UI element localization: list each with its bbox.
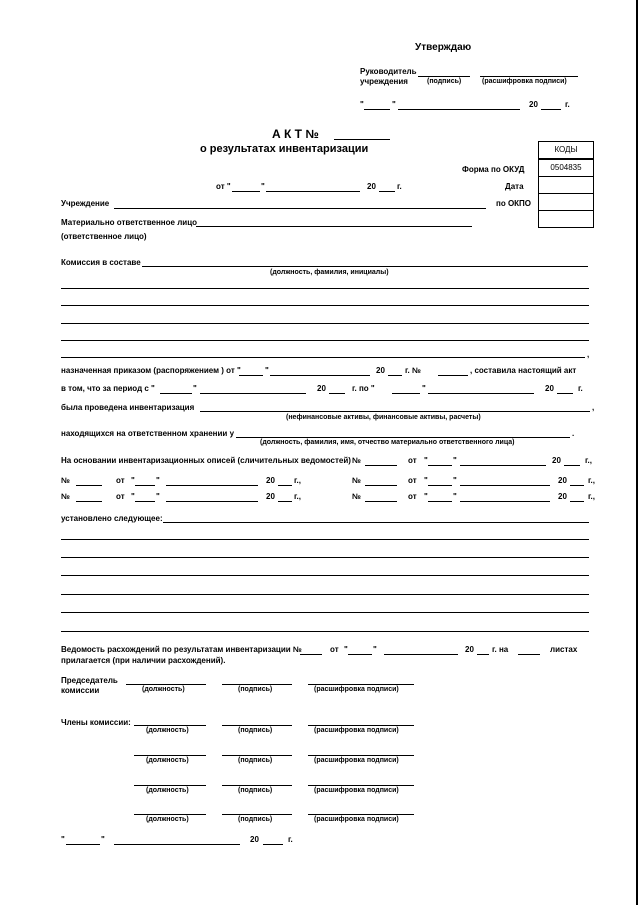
act-month-line[interactable]	[266, 191, 360, 192]
basis-year-label-1: 20	[552, 456, 561, 465]
basis-year-label-5: 20	[558, 492, 567, 501]
basis-number-line-3[interactable]	[76, 501, 102, 502]
mol-line[interactable]	[196, 226, 472, 227]
commission-line-6[interactable]	[61, 357, 585, 358]
discrepancy-year-label: 20	[465, 645, 474, 654]
order-day-line[interactable]	[239, 375, 263, 376]
period-month-line-1[interactable]	[200, 393, 306, 394]
member2-signature-caption: (подпись)	[238, 757, 273, 764]
member3-position-line[interactable]	[134, 785, 206, 786]
final-year-label: 20	[250, 835, 259, 844]
chair-label-2: комиссии	[61, 686, 100, 695]
order-g-no: г. №	[405, 366, 421, 375]
final-g-label: г.	[288, 835, 293, 844]
period-g-po: г. по "	[352, 384, 375, 393]
basis-month-line-4[interactable]	[460, 485, 550, 486]
conducted-caption: (нефинансовые активы, финансовые активы, расчеты)	[286, 414, 481, 421]
head-label-2: учреждения	[360, 77, 408, 86]
final-year-line[interactable]	[263, 844, 283, 845]
codes-divider	[538, 158, 594, 160]
commission-caption: (должность, фамилия, инициалы)	[270, 269, 389, 276]
head-label-1: Руководитель	[360, 67, 417, 76]
institution-line[interactable]	[114, 208, 486, 209]
approval-month-line[interactable]	[398, 109, 520, 110]
commission-line-2[interactable]	[61, 288, 589, 289]
basis-ot-2: от	[116, 476, 125, 485]
approval-quote-open: "	[360, 100, 364, 109]
order-quote: "	[265, 366, 269, 375]
okpo-label: по ОКПО	[496, 199, 532, 208]
basis-day-line-5[interactable]	[428, 501, 452, 502]
basis-day-line-2[interactable]	[135, 485, 155, 486]
period-month-line-2[interactable]	[428, 393, 534, 394]
basis-no-5: №	[352, 492, 361, 501]
established-label: установлено следующее:	[61, 514, 163, 523]
established-line[interactable]	[163, 522, 589, 523]
basis-no-2: №	[61, 476, 70, 485]
established-line-5[interactable]	[61, 594, 589, 595]
codes-row-3	[538, 210, 594, 211]
basis-g-label-3: г.,	[294, 492, 301, 501]
head-decode-caption: (расшифровка подписи)	[482, 78, 567, 85]
approval-g-label: г.	[565, 100, 570, 109]
member4-signature-line[interactable]	[222, 814, 292, 815]
basis-day-line-3[interactable]	[135, 501, 155, 502]
institution-label: Учреждение	[61, 199, 110, 208]
commission-line-3[interactable]	[61, 305, 589, 306]
approval-year-line[interactable]	[541, 109, 561, 110]
discrepancy-label-2: прилагается (при наличии расхождений).	[61, 656, 226, 665]
members-label: Члены комиссии:	[61, 718, 131, 727]
final-month-line[interactable]	[114, 844, 240, 845]
period-day-line-1[interactable]	[160, 393, 192, 394]
act-g-label: г.	[397, 182, 402, 191]
order-number-line[interactable]	[438, 375, 468, 376]
commission-line[interactable]	[142, 266, 588, 267]
chair-decode-line[interactable]	[308, 684, 414, 685]
discrepancy-label: Ведомость расхождений по результатам инвентаризации №	[61, 645, 302, 654]
inventory-act-form: Утверждаю Руководитель учреждения (подпись) (расшифровка подписи) " " 20 г. А К Т № о результатах инвентаризации КОДЫ 0504835 Форма по ОКУД Дата по ОКПО от " " 20 г. Учреждение Материально ответственное лицо (ответственное лицо) Комиссия в составе (должность, фамилия, инициалы) , назначенная приказом (распоряжением ) от " " 20 г. № , составила настоящий акт в том, что за период с " " 20 г. по " " 20 г. была проведена инвентаризация , (нефинансовые активы, финансовые активы, расчеты) находящихся на ответственном хранении у . (должность, фамилия, имя, отчество материально ответственного лица) На основании инвентаризационных описей (сличительных ведомостей) № от " " 20 г., № от " " 20 г., № от " " 20 г., № от " " 20 г., № от " " 20 г., установлено следующее: Ведомость расхождений по результатам инвентаризации № от " " 20 г. на листах прилагается (при наличии расхождений). Председатель комиссии (должность) (подпись) (расшифровка подписи) Члены комиссии: (должность) (подпись) (расшифровка подписи) (должность) (подпись) (расшифровка подписи) (должность) (подпись) (расшифровка подписи) (должность) (подпись) (расшифровка подписи) " " 20 г.	[0, 0, 640, 905]
chair-position-caption: (должность)	[142, 686, 185, 693]
custody-caption: (должность, фамилия, имя, отчество материально ответственного лица)	[260, 439, 515, 446]
act-day-line[interactable]	[232, 191, 260, 192]
basis-number-line-4[interactable]	[365, 485, 397, 486]
member1-decode-caption: (расшифровка подписи)	[314, 727, 399, 734]
basis-ot-1: от	[408, 456, 417, 465]
discrepancy-month-line[interactable]	[384, 654, 458, 655]
period-year-line-1[interactable]	[329, 393, 345, 394]
member1-position-line[interactable]	[134, 725, 206, 726]
discrepancy-g-na: г. на	[492, 645, 509, 654]
period-day-line-2[interactable]	[392, 393, 420, 394]
basis-no-3: №	[61, 492, 70, 501]
period-g-label: г.	[578, 384, 583, 393]
head-signature-line[interactable]	[418, 76, 470, 77]
basis-no-1: №	[352, 456, 361, 465]
basis-month-line-1[interactable]	[460, 465, 546, 466]
discrepancy-day-line[interactable]	[348, 654, 372, 655]
basis-no-4: №	[352, 476, 361, 485]
member1-position-caption: (должность)	[146, 727, 189, 734]
order-year-line[interactable]	[388, 375, 402, 376]
member2-decode-caption: (расшифровка подписи)	[314, 757, 399, 764]
member2-position-caption: (должность)	[146, 757, 189, 764]
basis-year-label-2: 20	[266, 476, 275, 485]
mol-label: Материально ответственное лицо	[61, 218, 198, 227]
member2-decode-line[interactable]	[308, 755, 414, 756]
act-year-line[interactable]	[379, 191, 395, 192]
member1-signature-line[interactable]	[222, 725, 292, 726]
mol-label-2: (ответственное лицо)	[61, 232, 147, 241]
member1-decode-line[interactable]	[308, 725, 414, 726]
codes-row-1	[538, 176, 594, 177]
basis-number-line-1[interactable]	[365, 465, 397, 466]
established-line-6[interactable]	[61, 612, 589, 613]
basis-number-line-5[interactable]	[365, 501, 397, 502]
custody-label: находящихся на ответственном хранении у	[61, 429, 235, 438]
chair-position-line[interactable]	[126, 684, 206, 685]
basis-g-label-4: г.,	[588, 476, 595, 485]
period-label: в том, что за период с "	[61, 384, 155, 393]
chair-label-1: Председатель	[61, 676, 118, 685]
basis-g-label-1: г.,	[585, 456, 592, 465]
basis-day-line-4[interactable]	[428, 485, 452, 486]
chair-signature-caption: (подпись)	[238, 686, 273, 693]
member2-signature-line[interactable]	[222, 755, 292, 756]
member4-signature-caption: (подпись)	[238, 816, 273, 823]
period-year-line-2[interactable]	[557, 393, 573, 394]
period-quote-2: "	[422, 384, 426, 393]
period-year-label-1: 20	[317, 384, 326, 393]
basis-year-label-3: 20	[266, 492, 275, 501]
discrepancy-number-line[interactable]	[300, 654, 322, 655]
basis-year-line-2[interactable]	[278, 485, 292, 486]
approval-year-label: 20	[529, 100, 538, 109]
final-day-line[interactable]	[66, 844, 100, 845]
discrepancy-sheets: листах	[550, 645, 578, 654]
order-suffix: , составила настоящий акт	[470, 366, 577, 375]
approval-day-line[interactable]	[364, 109, 390, 110]
codes-title: КОДЫ	[554, 145, 578, 154]
codes-row-2	[538, 193, 594, 194]
basis-ot-3: от	[116, 492, 125, 501]
established-line-7[interactable]	[61, 631, 589, 632]
act-date-quote: "	[261, 182, 265, 191]
okud-label: Форма по ОКУД	[462, 165, 525, 174]
established-line-4[interactable]	[61, 575, 589, 576]
date-label: Дата	[505, 182, 524, 191]
act-number-line[interactable]	[334, 139, 390, 140]
member3-position-caption: (должность)	[146, 787, 189, 794]
basis-number-line-2[interactable]	[76, 485, 102, 486]
chair-signature-line[interactable]	[222, 684, 292, 685]
basis-year-line-5[interactable]	[570, 501, 584, 502]
member2-position-line[interactable]	[134, 755, 206, 756]
period-quote-1: "	[193, 384, 197, 393]
basis-month-line-2[interactable]	[166, 485, 258, 486]
order-label: назначенная приказом (распоряжением ) от "	[61, 366, 241, 375]
conducted-line[interactable]	[200, 411, 590, 412]
basis-label: На основании инвентаризационных описей (сличительных ведомостей)	[61, 456, 351, 465]
discrepancy-year-line[interactable]	[477, 654, 489, 655]
basis-year-line-3[interactable]	[278, 501, 292, 502]
head-sig-caption: (подпись)	[427, 78, 462, 85]
basis-month-line-5[interactable]	[460, 501, 550, 502]
okud-code: 0504835	[550, 163, 582, 172]
basis-g-label-2: г.,	[294, 476, 301, 485]
act-year-label: 20	[367, 182, 376, 191]
established-line-3[interactable]	[61, 557, 589, 558]
discrepancy-ot: от	[330, 645, 339, 654]
head-decode-line[interactable]	[480, 76, 578, 77]
basis-month-line-3[interactable]	[166, 501, 258, 502]
basis-day-line-1[interactable]	[428, 465, 452, 466]
basis-year-label-4: 20	[558, 476, 567, 485]
chair-decode-caption: (расшифровка подписи)	[314, 686, 399, 693]
basis-year-line-1[interactable]	[564, 465, 580, 466]
commission-line-5[interactable]	[61, 340, 589, 341]
member4-decode-line[interactable]	[308, 814, 414, 815]
member3-signature-line[interactable]	[222, 785, 292, 786]
act-date-from: от "	[216, 182, 231, 191]
member3-signature-caption: (подпись)	[238, 787, 273, 794]
member3-decode-caption: (расшифровка подписи)	[314, 787, 399, 794]
act-title: А К Т №	[272, 127, 319, 141]
act-subtitle: о результатах инвентаризации	[200, 143, 369, 155]
basis-ot-5: от	[408, 492, 417, 501]
conducted-label: была проведена инвентаризация	[61, 403, 195, 412]
basis-year-line-4[interactable]	[570, 485, 584, 486]
order-year-label: 20	[376, 366, 385, 375]
period-year-label-2: 20	[545, 384, 554, 393]
member3-decode-line[interactable]	[308, 785, 414, 786]
custody-line[interactable]	[236, 437, 570, 438]
basis-ot-4: от	[408, 476, 417, 485]
member4-position-caption: (должность)	[146, 816, 189, 823]
member4-position-line[interactable]	[134, 814, 206, 815]
commission-line-4[interactable]	[61, 323, 589, 324]
page-edge	[636, 0, 638, 905]
member1-signature-caption: (подпись)	[238, 727, 273, 734]
approval-title: Утверждаю	[415, 42, 472, 53]
approval-quote-close: "	[392, 100, 396, 109]
discrepancy-sheets-line[interactable]	[518, 654, 540, 655]
member4-decode-caption: (расшифровка подписи)	[314, 816, 399, 823]
commission-label: Комиссия в составе	[61, 258, 141, 267]
basis-g-label-5: г.,	[588, 492, 595, 501]
established-line-2[interactable]	[61, 539, 589, 540]
order-month-line[interactable]	[270, 375, 370, 376]
